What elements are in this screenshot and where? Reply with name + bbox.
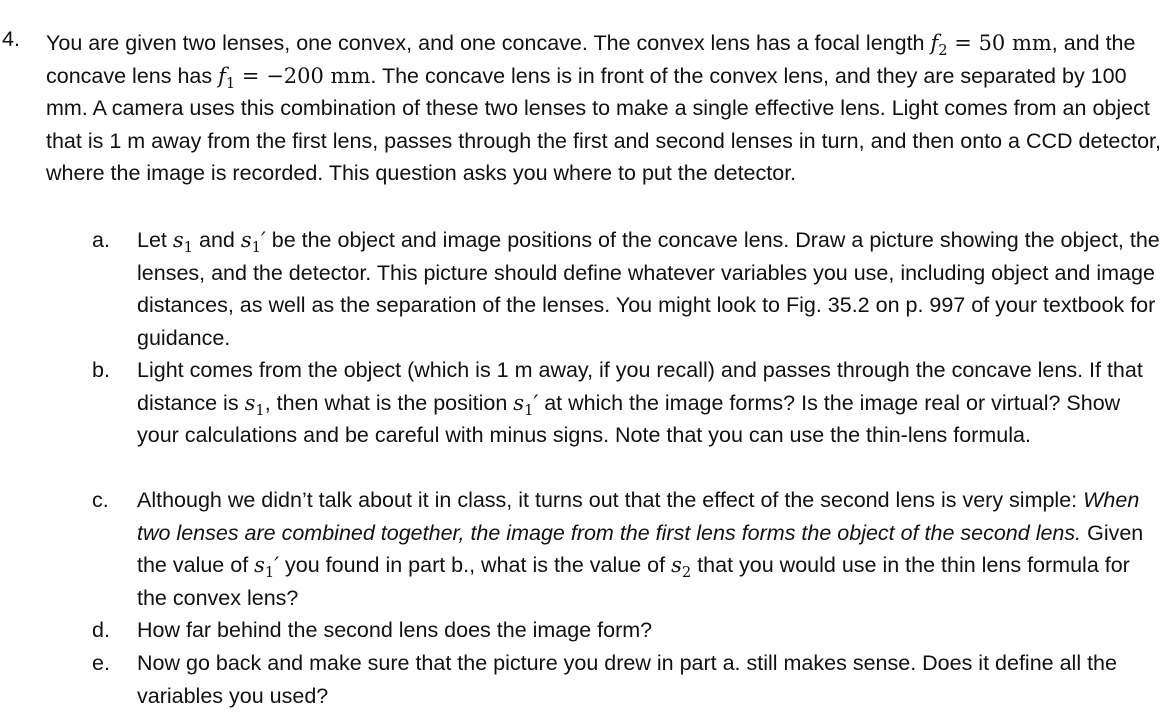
part-label: c. — [92, 488, 109, 512]
question-number: 4. — [2, 27, 20, 51]
focal-length-var: $f_2$ — [930, 31, 948, 60]
italic-statement: When two lenses are combined together, the image from the first lens forms the object of the second lens. — [137, 488, 1140, 545]
math-var: $s_2$ — [671, 553, 692, 582]
part-text: Light comes from the object (which is 1 m away, if you recall) and passes through the concave lens. If that distance is $s_1$, then what is the position $s_1'$ at which the image forms? Is the image real or virtual? Show your calculations and be careful with minus signs. Note that you can use the thin-lens formula. — [137, 358, 1143, 448]
part-label: a. — [92, 228, 110, 252]
part-text: How far behind the second lens does the image form? — [137, 618, 653, 642]
part-label: e. — [92, 651, 110, 675]
math-var: $s_1'$ — [254, 553, 280, 582]
part-text: Let $s_1$ and $s_1'$ be the object and image positions of the concave lens. Draw a picture showing the object, the lenses, and the detector. This picture should define whatever variables you use, including object and image distances, as well as the separation of the lenses. You might look to Fig. 35.2 on p. 997 of your textbook for guidance. — [137, 228, 1160, 350]
math-var: $s_1$ — [244, 390, 265, 419]
math-var: $s_1'$ — [240, 228, 266, 257]
part-label: b. — [92, 358, 110, 382]
focal-length-var: $f_1$ — [218, 63, 236, 92]
question-intro: You are given two lenses, one convex, and one concave. The convex lens has a focal length $f_2 = 50$ mm, and the concave lens has $f_1 = -200$ mm. The concave lens is in front of the convex lens, and they are separated by 100 mm. A camera uses this combination of these two lenses to make a single effective lens. Light comes from an object that is 1 m away from the first lens, passes through the first and second lenses in turn, and then onto a CCD detector, where the image is recorded. This question asks you where to put the detector. — [46, 31, 1162, 186]
math-var: $s_1$ — [172, 228, 194, 257]
part-text: Although we didn’t talk about it in class, it turns out that the effect of the second lens is very simple: When two lenses are combined together, the image from the first lens forms the object of the second lens. Given the value of $s_1'$ you found in part b., what is the value of $s_2$ that you would use in the thin lens formula for the convex lens? — [137, 488, 1144, 610]
part-label: d. — [92, 618, 110, 642]
math-var: $s_1'$ — [513, 390, 539, 419]
part-text: Now go back and make sure that the picture you drew in part a. still makes sense. Does it define all the variables you used? — [137, 651, 1117, 708]
